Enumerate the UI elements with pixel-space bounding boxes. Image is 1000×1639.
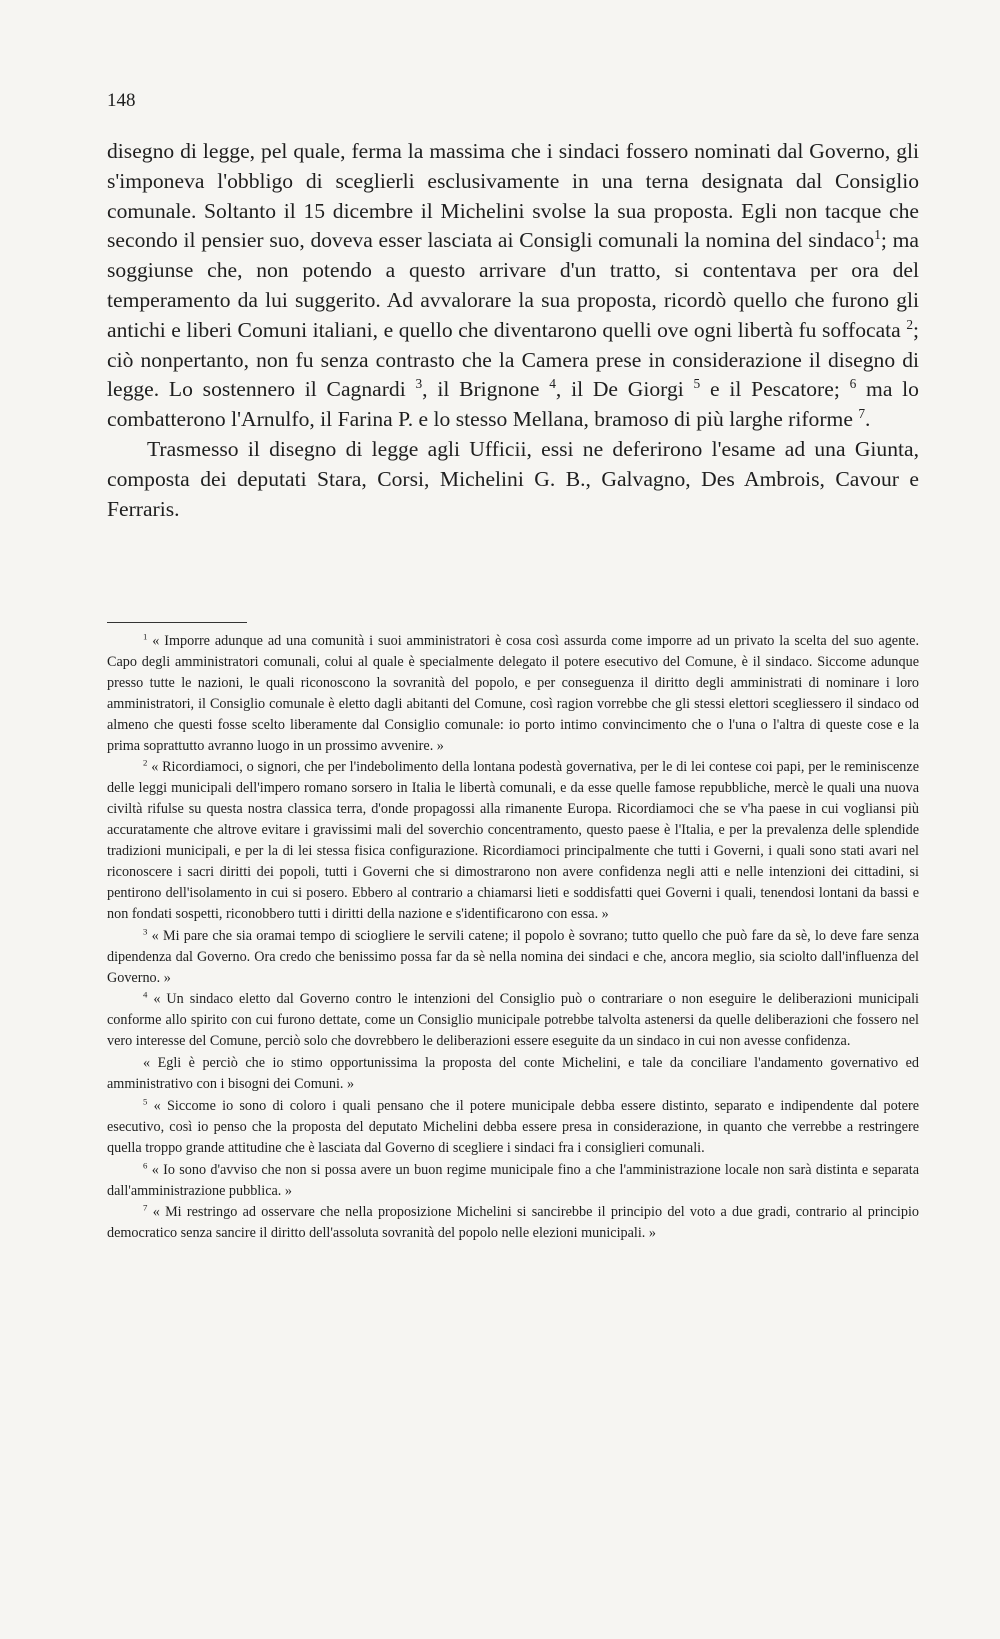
main-text — [107, 137, 919, 524]
footnote-text: « Egli è perciò che io stimo opportunissima la proposta del conte Michelini, e tale da conciliare l'andamento governativo ed amministrativo con i bisogni dei Comuni. » — [107, 1055, 919, 1093]
footnote-separator — [107, 622, 247, 623]
body-text-run: , il De Giorgi — [555, 377, 694, 402]
footnote — [107, 1053, 919, 1095]
footnote-text: « Imporre adunque ad una comunità i suoi amministratori è cosa così assurda come imporre ad un privato la scelta del suo agente. Capo degli amministratori comunali, colui al quale è specialmente delegato il potere esecutivo del Comune, è il sindaco. Siccome adunque presso tutte le nazioni, le quali riconoscono la sovranità del popolo, e per conseguenza il diritto degli amministrati di nominare i loro amministratori, il Consiglio comunale è eletto dagli abitanti del Comune, così ragion vorrebbe che gli stessi elettori scegliessero il sindaco od almeno che questi fosse scelto liberamente dal Consiglio comunale: io porto intimo convincimento che o l'una o l'altra di queste cose e la prima soprattutto avranno luogo in un prossimo avvenire. » — [107, 633, 919, 754]
footnote-marker: 7 — [143, 1202, 148, 1213]
page-number: 148 — [107, 90, 136, 111]
footnote-reference: 1 — [874, 227, 881, 243]
footnote-text: « Mi pare che sia oramai tempo di sciogliere le servili catene; il popolo è sovrano; tutto quello che può fare da sè, lo deve fare senza dipendenza dal Governo. Ora credo che benissimo possa far da sè nella nomina dei sindaci e che, ancora meglio, sia sciolto dall'influenza del Governo. » — [107, 927, 919, 986]
footnote — [107, 1202, 919, 1244]
body-text-run: ma lo combatterono l'Arnulfo, il Farina P. e lo stesso Mellana, bramoso di più larghe riforme — [107, 377, 919, 432]
footnote-marker: 4 — [143, 989, 148, 1000]
footnote-reference: 6 — [849, 376, 857, 392]
footnotes — [107, 631, 919, 1245]
footnote-text: « Mi restringo ad osservare che nella proposizione Michelini si sancirebbe il principio del voto a due gradi, contrario al principio democratico senza sancire il diritto dell'assoluta sovranità del popolo nelle elezioni municipali. » — [107, 1204, 919, 1242]
body-text-run: . — [865, 407, 871, 432]
footnote-text: « Io sono d'avviso che non si possa avere un buon regime municipale fino a che l'amministrazione locale non sarà distinta e separata dall'amministrazione pubblica. » — [107, 1161, 919, 1199]
body-text-run: ; ciò nonpertanto, non fu senza contrasto che la Camera prese in considerazione il disegno di legge. Lo sostennero il Cagnardi — [107, 317, 919, 402]
body-text-run: ; ma soggiunse che, non potendo a questo arrivare d'un tratto, si contentava per ora del temperamento da lui suggerito. Ad avvalorare la sua proposta, ricordò quello che furono gli antichi e liberi Comuni italiani, e quello che diventarono quelli ove ogni libertà fu soffocata — [107, 228, 919, 342]
body-paragraph — [107, 435, 919, 524]
footnote-text: « Siccome io sono di coloro i quali pensano che il potere municipale debba essere distinto, separato e indipendente dal potere esecutivo, così io penso che la proposta del deputato Michelini debba essere presa in considerazione, in quanto che verrebbe a restringere quella troppo grande attitudine che è lasciata dal Governo di scegliere i sindaci fra i consiglieri comunali. — [107, 1097, 919, 1156]
footnote — [107, 1160, 919, 1202]
footnote-marker: 1 — [143, 631, 148, 642]
footnote-reference: 7 — [858, 405, 866, 421]
footnote-reference: 5 — [693, 376, 701, 392]
footnote-text: « Un sindaco eletto dal Governo contro le intenzioni del Consiglio può o contrariare o non eseguire le deliberazioni municipali conforme allo spirito con cui furono dettate, come un Consiglio municipale potrebbe talvolta astenersi da quelle deliberazioni che fossero nel vero interesse del Comune, perciò solo che dovrebbero le deliberazioni essere eseguite da un sindaco in cui non avesse confidenza. — [107, 991, 919, 1050]
body-paragraph — [107, 137, 919, 435]
footnote-marker: 2 — [143, 757, 148, 768]
footnote — [107, 926, 919, 989]
body-text-run: disegno di legge, pel quale, ferma la massima che i sindaci fossero nominati dal Governo, gli s'imponeva l'obbligo di sceglierli esclusivamente in una terna designata dal Consiglio comunale. Soltanto il 15 dicembre il Michelini svolse la sua proposta. Egli non tacque che secondo il pensier suo, doveva esser lasciata ai Consigli comunali la nomina del sindaco — [107, 139, 919, 253]
footnote — [107, 631, 919, 756]
body-text-run: Trasmesso il disegno di legge agli Ufficii, essi ne deferirono l'esame ad una Giunta, composta dei deputati Stara, Corsi, Michelini G. B., Galvagno, Des Ambrois, Cavour e Ferraris. — [107, 436, 919, 521]
footnote — [107, 757, 919, 924]
footnote-marker: 5 — [143, 1096, 148, 1107]
footnote — [107, 989, 919, 1052]
body-text-run: e il Pescatore; — [700, 377, 850, 402]
footnote-reference: 4 — [549, 376, 556, 392]
footnote-marker: 6 — [143, 1159, 148, 1170]
body-text-run: , il Brignone — [422, 377, 550, 402]
footnote — [107, 1096, 919, 1159]
footnote-marker: 3 — [143, 925, 148, 936]
footnote-text: « Ricordiamoci, o signori, che per l'indebolimento della lontana podestà governativa, per le di lei contese coi papi, per le reminiscenze delle leggi municipali dell'impero romano sorsero in Italia le libertà comunali, e da esse quelle famose repubbliche, mercè le quali una nuova civiltà rifulse su questa nostra classica terra, d'onde propagossi alla rimanente Europa. Ricordiamoci che se v'ha paese in cui vogliansi più accuratamente che altrove evitare i gravissimi mali del soverchio concentramento, questo paese è l'Italia, e per la prevalenza delle splendide tradizioni municipali, e per la di lei stessa fisica configurazione. Ricordiamoci principalmente che tutti i Governi, i quali sono stati avari nel riconoscere i sacri diritti dei popoli, tutti i Governi che si dimostrarono non avere confidenza negli atti e nelle intenzioni dei cittadini, si pentirono dell'isolamento in cui si posero. Ebbero al contrario a chiamarsi lieti e soddisfatti quei Governi i quali, tenendosi lontani da bassi e non fondati sospetti, riconobbero tutti i diritti della nazione e s'identificarono con essa. » — [107, 759, 919, 922]
footnote-reference: 3 — [415, 376, 423, 392]
footnote-reference: 2 — [906, 316, 913, 332]
